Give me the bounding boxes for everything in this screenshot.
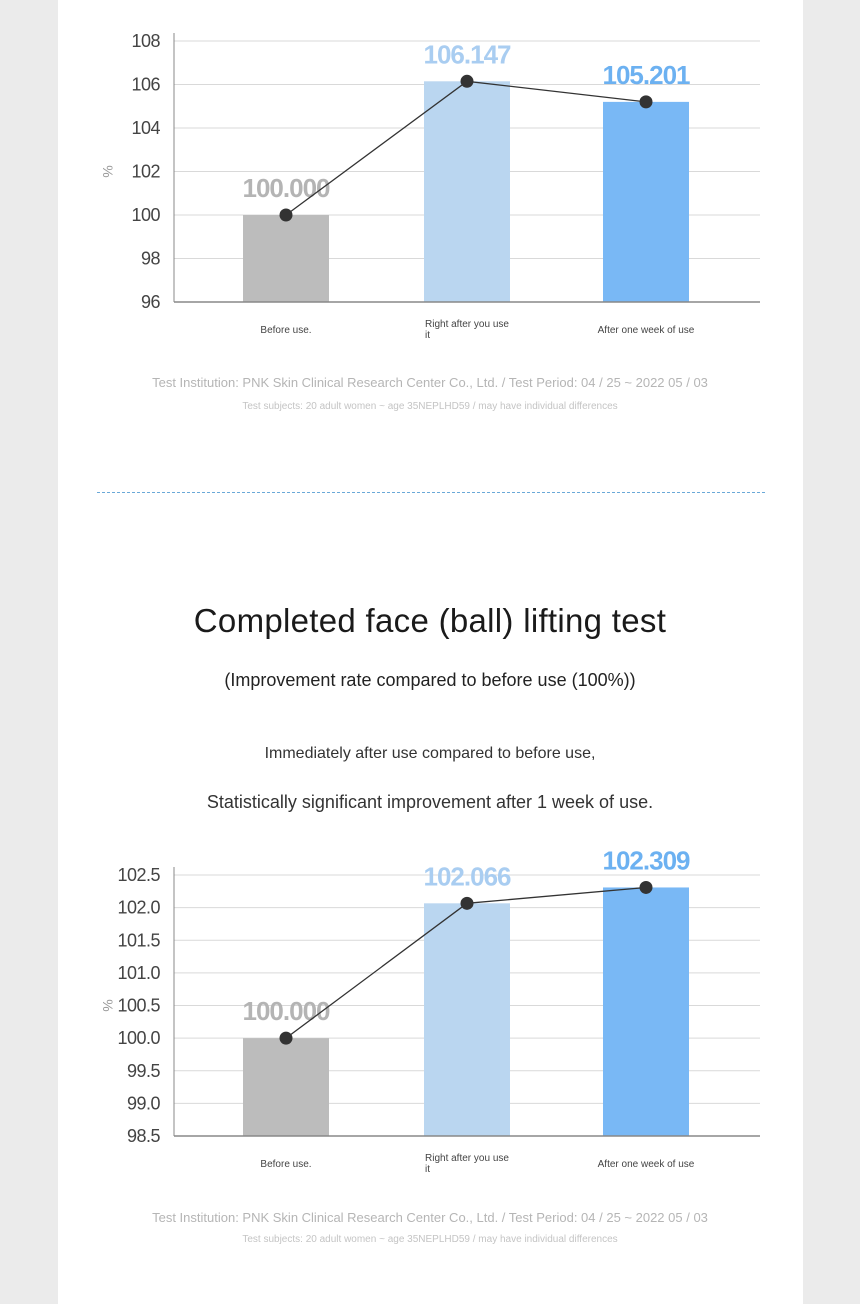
y-tick-label: 102.0	[117, 897, 160, 918]
section-description-line2: Statistically significant improvement after 1 week of use.	[206, 792, 654, 812]
data-label: 100.000	[242, 173, 330, 203]
y-tick-label: 100	[131, 205, 160, 225]
x-category-label: Before use.	[260, 1159, 312, 1170]
bar	[424, 81, 510, 302]
data-point	[461, 75, 474, 88]
x-category-label: Right after you use	[425, 319, 509, 330]
y-tick-label: 102	[131, 161, 160, 182]
y-tick-label: 98	[140, 248, 160, 269]
data-point	[640, 881, 653, 894]
x-category-label: it	[425, 330, 430, 341]
x-category-label: After one week of use	[597, 325, 695, 336]
chart-face-lifting	[0, 840, 860, 1190]
y-tick-label: 99.0	[126, 1093, 160, 1114]
y-tick-label: 98.5	[126, 1126, 160, 1146]
bar	[603, 887, 689, 1136]
data-point	[280, 1032, 293, 1045]
y-tick-label: 100.5	[117, 995, 160, 1016]
data-label: 100.000	[242, 996, 330, 1027]
y-axis-unit-label: %	[100, 165, 116, 178]
x-category-label: it	[425, 1164, 430, 1175]
y-tick-label: 108	[131, 31, 160, 51]
data-point	[640, 95, 653, 108]
y-tick-label: 106	[131, 74, 160, 95]
test-subjects-note: Test subjects: 20 adult women ~ age 35NEPLHD59 / may have individual differences	[242, 401, 618, 412]
x-category-label: Right after you use	[425, 1153, 509, 1164]
y-tick-label: 96	[140, 292, 160, 312]
data-label: 106.147	[423, 39, 511, 70]
data-point	[461, 897, 474, 910]
y-tick-label: 101.0	[117, 962, 160, 983]
y-axis-unit-label: %	[100, 999, 116, 1012]
data-label: 105.201	[602, 59, 690, 90]
data-point	[280, 209, 293, 222]
bar	[424, 903, 510, 1136]
data-label: 102.309	[602, 845, 690, 876]
chart-skin-elasticity	[0, 0, 860, 350]
y-tick-label: 104	[131, 118, 160, 138]
bar	[603, 102, 689, 302]
bar	[243, 215, 329, 302]
x-category-label: Before use.	[260, 325, 312, 336]
y-tick-label: 102.5	[117, 865, 160, 885]
bar	[243, 1038, 329, 1136]
y-tick-label: 99.5	[126, 1060, 160, 1081]
section-subtitle: (Improvement rate compared to before use (100%))	[224, 670, 636, 690]
test-subjects-note: Test subjects: 20 adult women ~ age 35NEPLHD59 / may have individual differences	[242, 1234, 618, 1245]
test-institution-note: Test Institution: PNK Skin Clinical Research Center Co., Ltd. / Test Period: 04 / 25 ~ 2022 05 / 03	[152, 375, 708, 390]
test-institution-note: Test Institution: PNK Skin Clinical Research Center Co., Ltd. / Test Period: 04 / 25 ~ 2022 05 / 03	[152, 1210, 708, 1225]
data-label: 102.066	[423, 861, 511, 892]
y-tick-label: 100.0	[117, 1028, 160, 1049]
section-title: Completed face (ball) lifting test	[193, 602, 667, 639]
y-tick-label: 101.5	[117, 930, 160, 951]
section-description-line1: Immediately after use compared to before use,	[264, 745, 596, 762]
x-category-label: After one week of use	[597, 1159, 695, 1170]
section-divider	[97, 492, 765, 493]
